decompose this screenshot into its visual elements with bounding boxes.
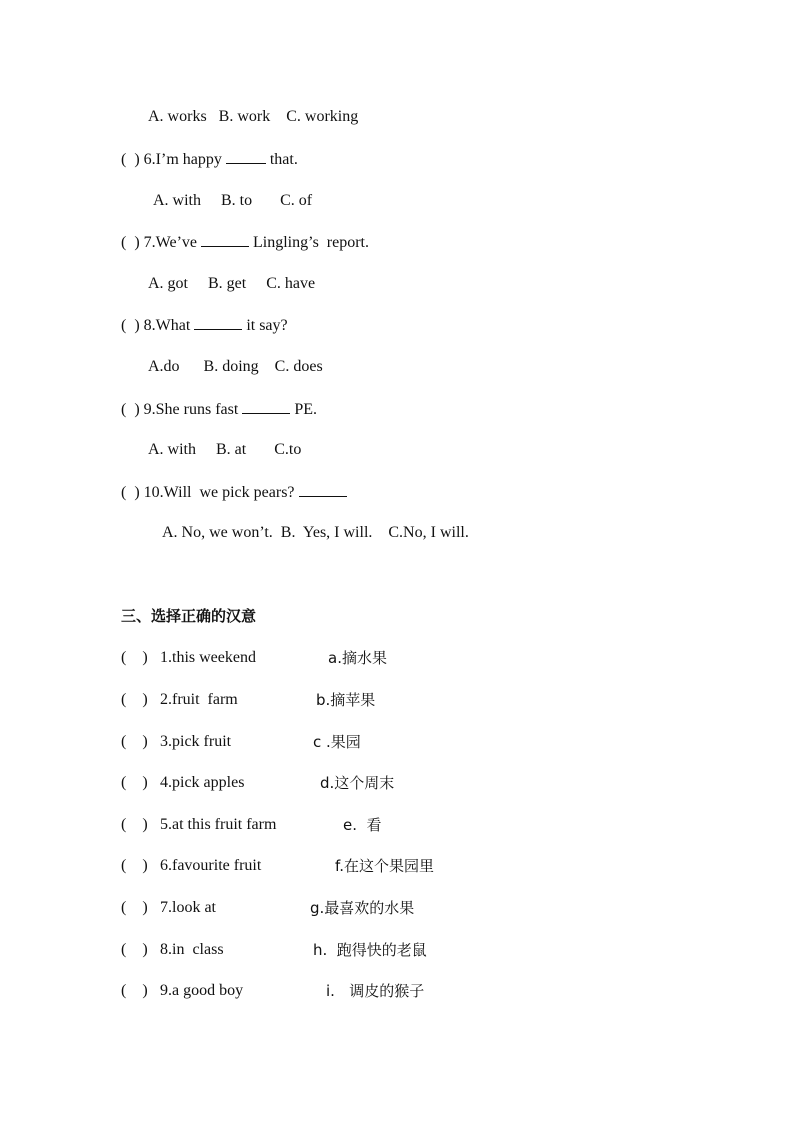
answer-blank bbox=[194, 315, 242, 330]
answer-paren: ( ) bbox=[121, 317, 140, 334]
answer-paren: ( ) bbox=[121, 401, 140, 418]
q7-options: A. got B. get C. have bbox=[148, 275, 316, 292]
answer-paren: ( ) bbox=[121, 816, 148, 833]
question-10 bbox=[121, 482, 347, 503]
question-9 bbox=[121, 399, 317, 420]
answer-paren: ( ) bbox=[121, 774, 148, 791]
answer-blank bbox=[299, 482, 347, 497]
q8-options: A.do B. doing C. does bbox=[148, 358, 323, 375]
answer-paren: ( ) bbox=[121, 151, 140, 168]
q6-options: A. with B. to C. of bbox=[153, 192, 313, 209]
question-text-pre: Will we pick pears? bbox=[163, 484, 299, 501]
question-text-post: PE. bbox=[290, 401, 317, 418]
english-phrase: 9.a good boy bbox=[160, 982, 244, 999]
question-number: 8. bbox=[143, 317, 156, 334]
question-text-pre: What bbox=[155, 317, 195, 334]
question-8 bbox=[121, 315, 288, 336]
question-7 bbox=[121, 232, 369, 253]
chinese-meaning: g.最喜欢的水果 bbox=[310, 899, 415, 917]
answer-blank bbox=[201, 232, 249, 247]
question-text-post: it say? bbox=[242, 317, 288, 334]
answer-blank bbox=[242, 399, 290, 414]
answer-paren: ( ) bbox=[121, 733, 148, 750]
question-number: 6. bbox=[143, 151, 156, 168]
chinese-meaning: h. 跑得快的老鼠 bbox=[313, 941, 427, 959]
answer-paren: ( ) bbox=[121, 484, 140, 501]
answer-paren: ( ) bbox=[121, 691, 148, 708]
chinese-meaning: b.摘苹果 bbox=[316, 691, 376, 709]
question-text-pre: She runs fast bbox=[155, 401, 243, 418]
question-number: 10. bbox=[143, 484, 164, 501]
english-phrase: 7.look at bbox=[160, 899, 216, 916]
english-phrase: 6.favourite fruit bbox=[160, 857, 262, 874]
answer-paren: ( ) bbox=[121, 941, 148, 958]
english-phrase: 3.pick fruit bbox=[160, 733, 232, 750]
answer-paren: ( ) bbox=[121, 899, 148, 916]
question-text-pre: We’ve bbox=[155, 234, 202, 251]
english-phrase: 1.this weekend bbox=[160, 649, 256, 666]
q5-options: A. works B. work C. working bbox=[148, 108, 359, 125]
q9-options: A. with B. at C.to bbox=[148, 441, 302, 458]
section-title: 三、选择正确的汉意 bbox=[121, 607, 257, 625]
chinese-meaning: f.在这个果园里 bbox=[335, 857, 434, 875]
question-text-post: that. bbox=[265, 151, 298, 168]
question-text-pre: I’m happy bbox=[155, 151, 226, 168]
chinese-meaning: d.这个周末 bbox=[320, 774, 395, 792]
english-phrase: 4.pick apples bbox=[160, 774, 245, 791]
answer-paren: ( ) bbox=[121, 857, 148, 874]
question-6 bbox=[121, 149, 298, 170]
chinese-meaning: c .果园 bbox=[313, 733, 361, 751]
answer-paren: ( ) bbox=[121, 649, 148, 666]
question-number: 7. bbox=[143, 234, 156, 251]
answer-paren: ( ) bbox=[121, 234, 140, 251]
answer-blank bbox=[226, 149, 266, 164]
chinese-meaning: e. 看 bbox=[343, 816, 382, 834]
q10-options: A. No, we won’t. B. Yes, I will. C.No, I will. bbox=[162, 524, 469, 541]
answer-paren: ( ) bbox=[121, 982, 148, 999]
chinese-meaning: i. 调皮的猴子 bbox=[326, 982, 425, 1000]
question-number: 9. bbox=[143, 401, 156, 418]
english-phrase: 5.at this fruit farm bbox=[160, 816, 277, 833]
english-phrase: 2.fruit farm bbox=[160, 691, 238, 708]
english-phrase: 8.in class bbox=[160, 941, 224, 958]
question-text-post: Lingling’s report. bbox=[249, 234, 369, 251]
chinese-meaning: a.摘水果 bbox=[328, 649, 387, 667]
